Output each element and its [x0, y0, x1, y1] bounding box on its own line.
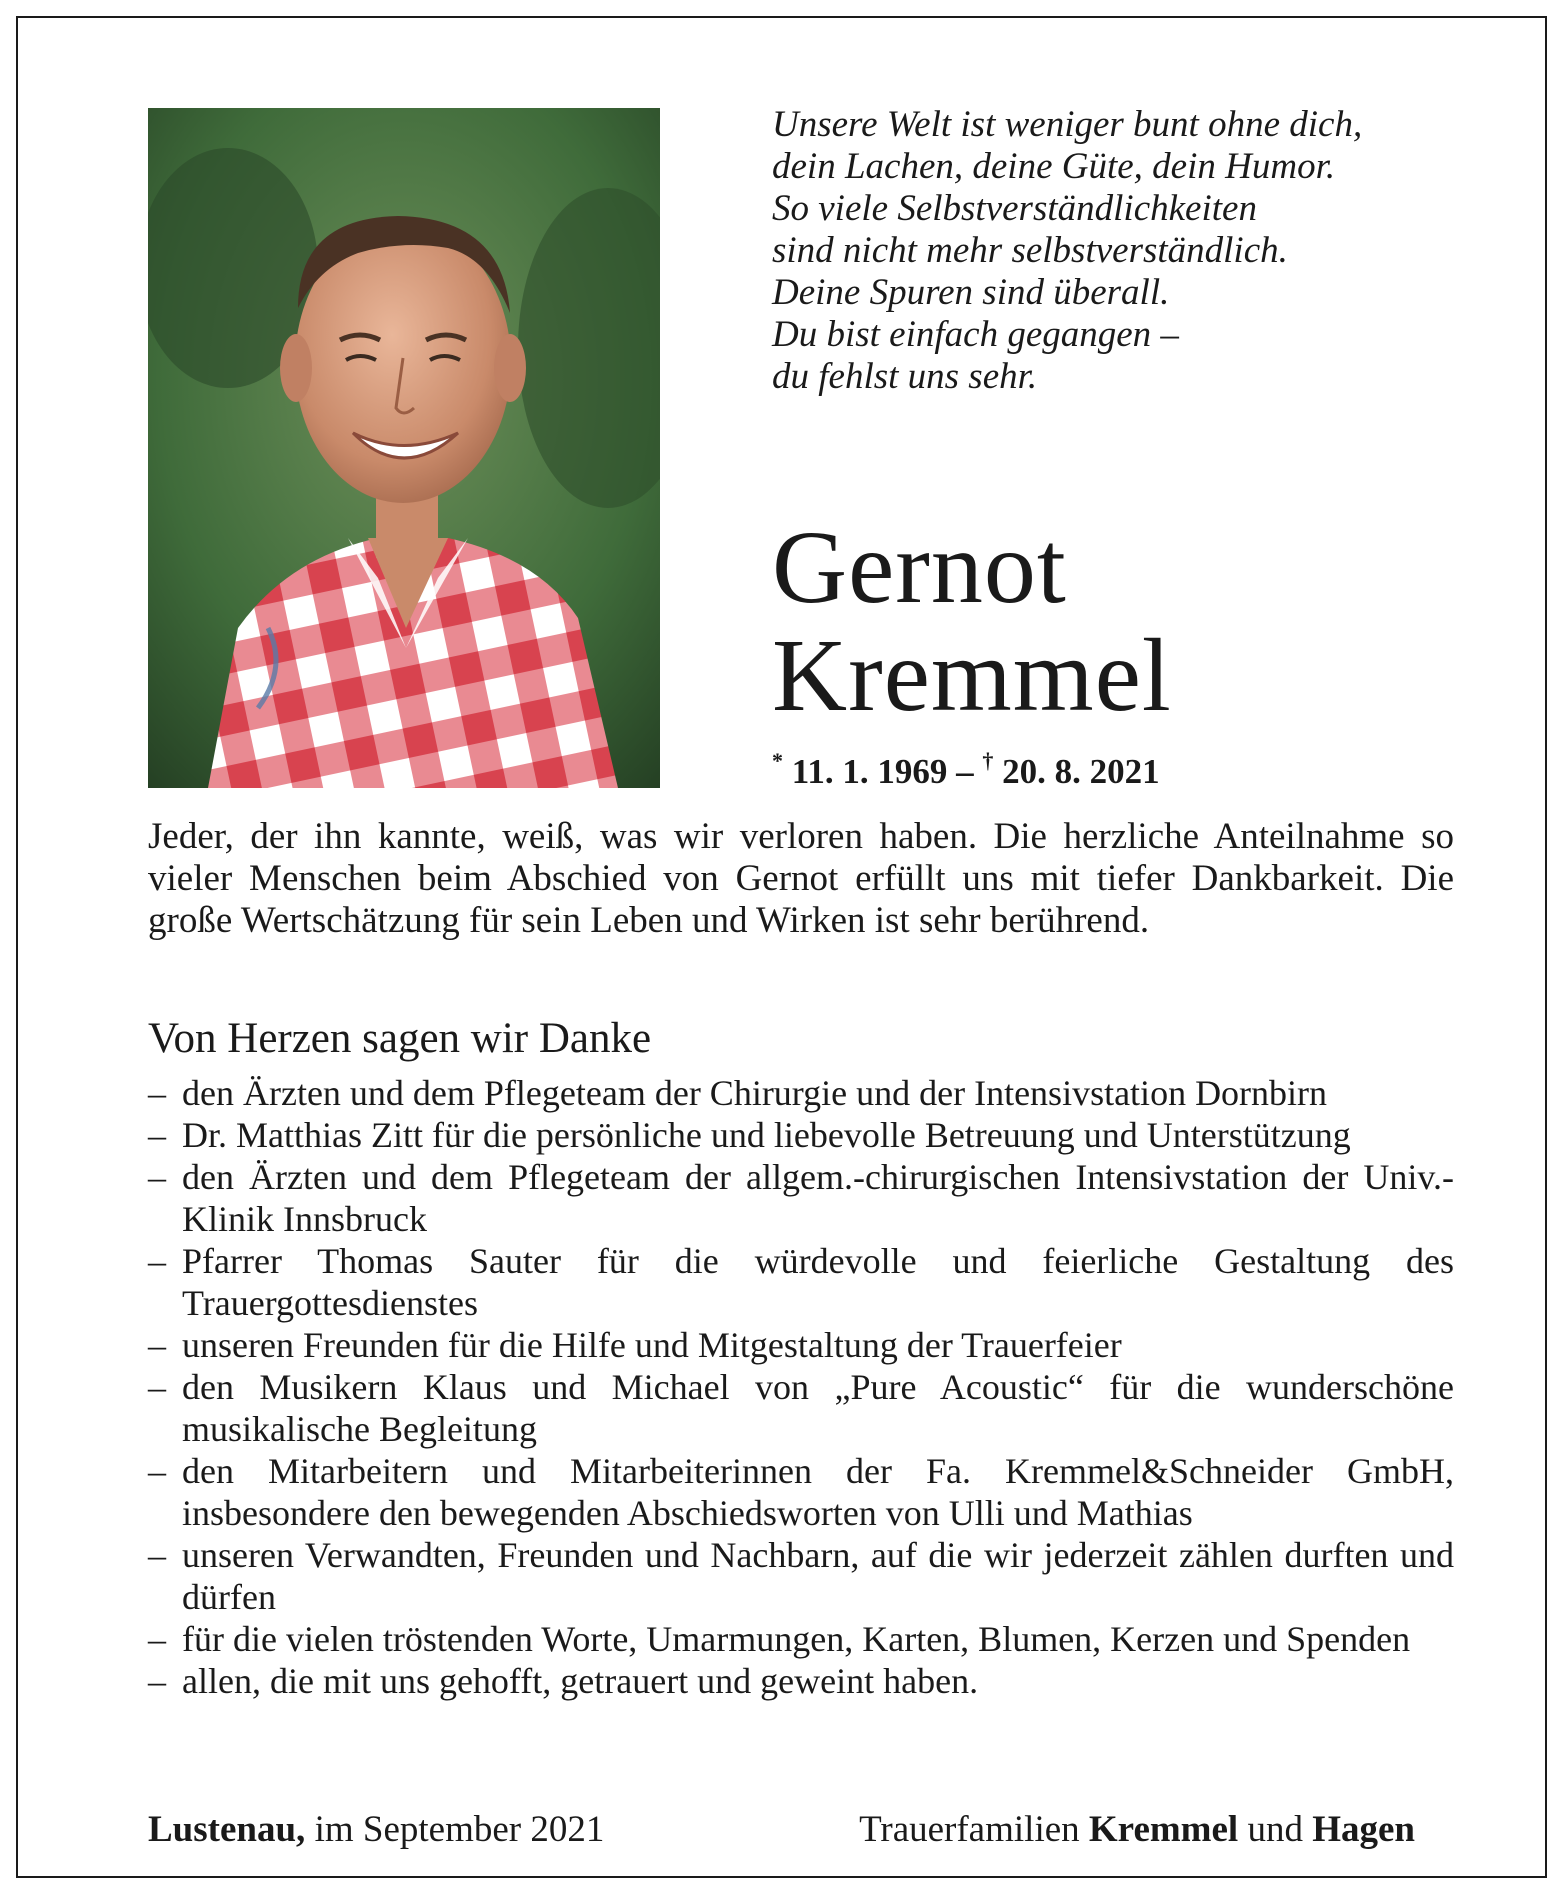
life-dates — [772, 748, 1160, 792]
death-date: 20. 8. 2021 — [1002, 752, 1160, 791]
birth-date: 11. 1. 1969 — [791, 752, 948, 791]
poem-line: Unsere Welt ist weniger bunt ohne dich, — [772, 104, 1363, 145]
list-item-text: unseren Freunden für die Hilfe und Mitgestaltung der Trauerfeier — [182, 1325, 1122, 1365]
list-item-text: den Mitarbeitern und Mitarbeiterinnen der Fa. Kremmel&Schneider GmbH, insbesondere den bewegenden Abschiedsworten von Ulli und Mathias — [182, 1451, 1454, 1533]
thanks-list — [148, 1072, 1454, 1702]
intro-paragraph: Jeder, der ihn kannte, weiß, was wir verloren haben. Die herzliche Anteilnahme so vieler Menschen beim Abschied von Gernot erfüllt uns mit tiefer Dankbarkeit. Die große Wertschätzung für sein Leben und Wirken ist sehr berührend. — [148, 816, 1454, 941]
footer-families — [859, 1808, 1415, 1851]
first-name: Gernot — [772, 510, 1067, 625]
portrait-photo — [148, 108, 660, 788]
list-bullet: – — [148, 1325, 166, 1365]
list-bullet: – — [148, 1241, 166, 1281]
families-conjunction: und — [1247, 1809, 1303, 1850]
poem-line: dein Lachen, deine Güte, dein Humor. — [772, 146, 1336, 187]
list-item — [148, 1156, 1454, 1240]
portrait-photo-image — [148, 108, 660, 788]
list-item-text: für die vielen tröstenden Worte, Umarmungen, Karten, Blumen, Kerzen und Spenden — [182, 1619, 1411, 1659]
list-item-text: allen, die mit uns gehofft, getrauert und geweint haben. — [182, 1661, 979, 1701]
list-item-text: den Musikern Klaus und Michael von „Pure Acoustic“ für die wunderschöne musikalische Begleitung — [182, 1367, 1454, 1449]
footer-place-date — [148, 1808, 604, 1851]
poem — [772, 104, 1472, 398]
poem-line: Deine Spuren sind überall. — [772, 272, 1170, 313]
list-item-text: Dr. Matthias Zitt für die persönliche und liebevolle Betreuung und Unterstützung — [182, 1115, 1351, 1155]
list-item — [148, 1660, 1454, 1702]
birth-symbol: * — [772, 748, 783, 773]
last-name: Kremmel — [772, 618, 1172, 733]
list-item-text: Pfarrer Thomas Sauter für die würdevolle und feierliche Gestaltung des Trauergottesdienstes — [182, 1241, 1454, 1323]
list-item-text: unseren Verwandten, Freunden und Nachbarn, auf die wir jederzeit zählen durften und dürfen — [182, 1535, 1454, 1617]
list-item — [148, 1240, 1454, 1324]
place-name: Lustenau, — [148, 1809, 306, 1850]
list-item — [148, 1114, 1454, 1156]
poem-line: Du bist einfach gegangen – — [772, 314, 1179, 355]
poem-line: So viele Selbstverständlichkeiten — [772, 188, 1257, 229]
families-prefix: Trauerfamilien — [859, 1809, 1080, 1850]
list-item-text: den Ärzten und dem Pflegeteam der allgem.-chirurgischen Intensivstation der Univ.-Klinik Innsbruck — [182, 1157, 1454, 1239]
poem-line: du fehlst uns sehr. — [772, 356, 1038, 397]
list-item — [148, 1534, 1454, 1618]
list-bullet: – — [148, 1367, 166, 1407]
list-item — [148, 1324, 1454, 1366]
list-bullet: – — [148, 1451, 166, 1491]
list-item — [148, 1450, 1454, 1534]
list-bullet: – — [148, 1115, 166, 1155]
list-item — [148, 1072, 1454, 1114]
list-item — [148, 1618, 1454, 1660]
list-item-text: den Ärzten und dem Pflegeteam der Chirurgie und der Intensivstation Dornbirn — [182, 1073, 1328, 1113]
list-bullet: – — [148, 1661, 166, 1701]
death-symbol: † — [982, 748, 994, 773]
obituary-frame — [16, 16, 1547, 1878]
list-item — [148, 1366, 1454, 1450]
footer-date: im September 2021 — [314, 1809, 605, 1850]
family-name-2: Hagen — [1312, 1809, 1415, 1850]
list-bullet: – — [148, 1535, 166, 1575]
family-name-1: Kremmel — [1088, 1809, 1239, 1850]
list-bullet: – — [148, 1073, 166, 1113]
poem-line: sind nicht mehr selbstverständlich. — [772, 230, 1288, 271]
date-separator: – — [956, 752, 974, 791]
list-bullet: – — [148, 1157, 166, 1197]
deceased-name — [772, 510, 1172, 733]
list-bullet: – — [148, 1619, 166, 1659]
thanks-heading: Von Herzen sagen wir Danke — [148, 1015, 652, 1062]
